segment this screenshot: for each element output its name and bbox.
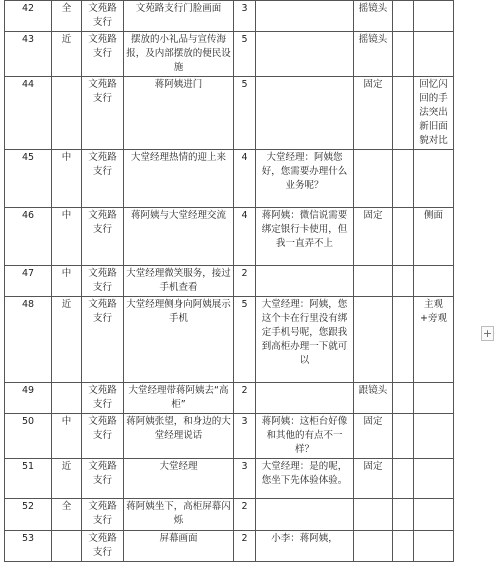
note-cell <box>414 150 454 208</box>
scene-content-cell: 大堂经理 <box>124 459 234 499</box>
blank-cell-cell <box>393 1 414 32</box>
blank-cell-cell <box>393 531 414 562</box>
scene-content-cell: 大堂经理带蒋阿姨去“高柜” <box>124 383 234 414</box>
dialogue-cell <box>256 383 354 414</box>
duration-cell: 2 <box>234 531 256 562</box>
camera-move-cell: 摇镜头 <box>354 32 393 77</box>
dialogue-cell: 大堂经理：阿姨，您这个卡在行里没有绑定手机号呢，您跟我到高柜办理一下就可以 <box>256 297 354 383</box>
table-row <box>5 32 454 77</box>
location-cell: 文苑路支行 <box>82 414 124 459</box>
note-cell <box>414 32 454 77</box>
camera-move-cell: 固定 <box>354 77 393 150</box>
table-row <box>5 383 454 414</box>
blank-cell-cell <box>393 150 414 208</box>
location-cell: 文苑路支行 <box>82 531 124 562</box>
table-row <box>5 77 454 150</box>
shot-size-cell <box>52 77 82 150</box>
note-cell: 回忆闪回的手法突出新旧面貌对比 <box>414 77 454 150</box>
duration-cell: 2 <box>234 383 256 414</box>
location-cell: 文苑路支行 <box>82 383 124 414</box>
scene-content-cell: 文苑路支行门脸画面 <box>124 1 234 32</box>
scene-content-cell: 蒋阿姨进门 <box>124 77 234 150</box>
duration-cell: 5 <box>234 32 256 77</box>
camera-move-cell <box>354 297 393 383</box>
row-number-cell: 52 <box>5 499 52 531</box>
location-cell: 文苑路支行 <box>82 32 124 77</box>
shot-size-cell: 中 <box>52 414 82 459</box>
table-row <box>5 150 454 208</box>
camera-move-cell: 固定 <box>354 208 393 266</box>
dialogue-cell <box>256 499 354 531</box>
note-cell <box>414 499 454 531</box>
row-number-cell: 43 <box>5 32 52 77</box>
shot-size-cell: 近 <box>52 32 82 77</box>
row-number-cell: 50 <box>5 414 52 459</box>
row-number-cell: 51 <box>5 459 52 499</box>
shot-size-cell: 中 <box>52 150 82 208</box>
camera-move-cell <box>354 266 393 297</box>
note-cell <box>414 459 454 499</box>
dialogue-cell: 小李：蒋阿姨， <box>256 531 354 562</box>
shot-size-cell: 近 <box>52 459 82 499</box>
row-number-cell: 45 <box>5 150 52 208</box>
scene-content-cell: 蒋阿姨坐下，高柜屏幕闪烁 <box>124 499 234 531</box>
note-cell <box>414 383 454 414</box>
dialogue-cell <box>256 77 354 150</box>
location-cell: 文苑路支行 <box>82 459 124 499</box>
shot-size-cell <box>52 531 82 562</box>
camera-move-cell <box>354 499 393 531</box>
shot-size-cell: 近 <box>52 297 82 383</box>
note-cell <box>414 414 454 459</box>
dialogue-cell <box>256 1 354 32</box>
shot-size-cell: 中 <box>52 208 82 266</box>
blank-cell-cell <box>393 77 414 150</box>
blank-cell-cell <box>393 499 414 531</box>
dialogue-cell <box>256 32 354 77</box>
camera-move-cell: 固定 <box>354 459 393 499</box>
duration-cell: 5 <box>234 297 256 383</box>
blank-cell-cell <box>393 297 414 383</box>
row-number-cell: 42 <box>5 1 52 32</box>
location-cell: 文苑路支行 <box>82 1 124 32</box>
blank-cell-cell <box>393 459 414 499</box>
table-row <box>5 531 454 562</box>
scene-content-cell: 大堂经理热情的迎上来 <box>124 150 234 208</box>
table-row <box>5 459 454 499</box>
scene-content-cell: 蒋阿姨张望，和身边的大堂经理说话 <box>124 414 234 459</box>
storyboard-table <box>4 0 454 562</box>
table-add-handle[interactable]: + <box>482 327 493 340</box>
shot-size-cell <box>52 383 82 414</box>
blank-cell-cell <box>393 414 414 459</box>
duration-cell: 3 <box>234 459 256 499</box>
camera-move-cell: 固定 <box>354 414 393 459</box>
duration-cell: 2 <box>234 499 256 531</box>
table-row <box>5 499 454 531</box>
duration-cell: 3 <box>234 414 256 459</box>
shot-size-cell: 全 <box>52 1 82 32</box>
camera-move-cell: 摇镜头 <box>354 1 393 32</box>
duration-cell: 5 <box>234 77 256 150</box>
duration-cell: 4 <box>234 150 256 208</box>
note-cell: 主观+旁观 <box>414 297 454 383</box>
note-cell: 侧面 <box>414 208 454 266</box>
location-cell: 文苑路支行 <box>82 297 124 383</box>
dialogue-cell: 蒋阿姨：微信说需要绑定银行卡使用，但我一直弄不上 <box>256 208 354 266</box>
row-number-cell: 44 <box>5 77 52 150</box>
dialogue-cell <box>256 266 354 297</box>
camera-move-cell: 跟镜头 <box>354 383 393 414</box>
table-row <box>5 208 454 266</box>
shot-size-cell: 全 <box>52 499 82 531</box>
dialogue-cell: 大堂经理：是的呢，您坐下先体验体验。 <box>256 459 354 499</box>
duration-cell: 3 <box>234 1 256 32</box>
blank-cell-cell <box>393 32 414 77</box>
blank-cell-cell <box>393 208 414 266</box>
scene-content-cell: 摆放的小礼品与宣传海报，及内部摆放的便民设施 <box>124 32 234 77</box>
camera-move-cell <box>354 150 393 208</box>
table-row <box>5 266 454 297</box>
note-cell <box>414 266 454 297</box>
scene-content-cell: 蒋阿姨与大堂经理交流 <box>124 208 234 266</box>
note-cell <box>414 531 454 562</box>
duration-cell: 4 <box>234 208 256 266</box>
scene-content-cell: 大堂经理侧身向阿姨展示手机 <box>124 297 234 383</box>
note-cell <box>414 1 454 32</box>
row-number-cell: 53 <box>5 531 52 562</box>
duration-cell: 2 <box>234 266 256 297</box>
dialogue-cell: 大堂经理：阿姨您好，您需要办理什么业务呢？ <box>256 150 354 208</box>
table-row <box>5 1 454 32</box>
row-number-cell: 46 <box>5 208 52 266</box>
row-number-cell: 47 <box>5 266 52 297</box>
camera-move-cell <box>354 531 393 562</box>
table-row <box>5 297 454 383</box>
location-cell: 文苑路支行 <box>82 266 124 297</box>
location-cell: 文苑路支行 <box>82 150 124 208</box>
dialogue-cell: 蒋阿姨：这柜台好像和其他的有点不一样？ <box>256 414 354 459</box>
blank-cell-cell <box>393 383 414 414</box>
location-cell: 文苑路支行 <box>82 77 124 150</box>
shot-size-cell: 中 <box>52 266 82 297</box>
scene-content-cell: 屏幕画面 <box>124 531 234 562</box>
location-cell: 文苑路支行 <box>82 499 124 531</box>
blank-cell-cell <box>393 266 414 297</box>
location-cell: 文苑路支行 <box>82 208 124 266</box>
row-number-cell: 48 <box>5 297 52 383</box>
row-number-cell: 49 <box>5 383 52 414</box>
scene-content-cell: 大堂经理微笑服务，接过手机查看 <box>124 266 234 297</box>
table-row <box>5 414 454 459</box>
